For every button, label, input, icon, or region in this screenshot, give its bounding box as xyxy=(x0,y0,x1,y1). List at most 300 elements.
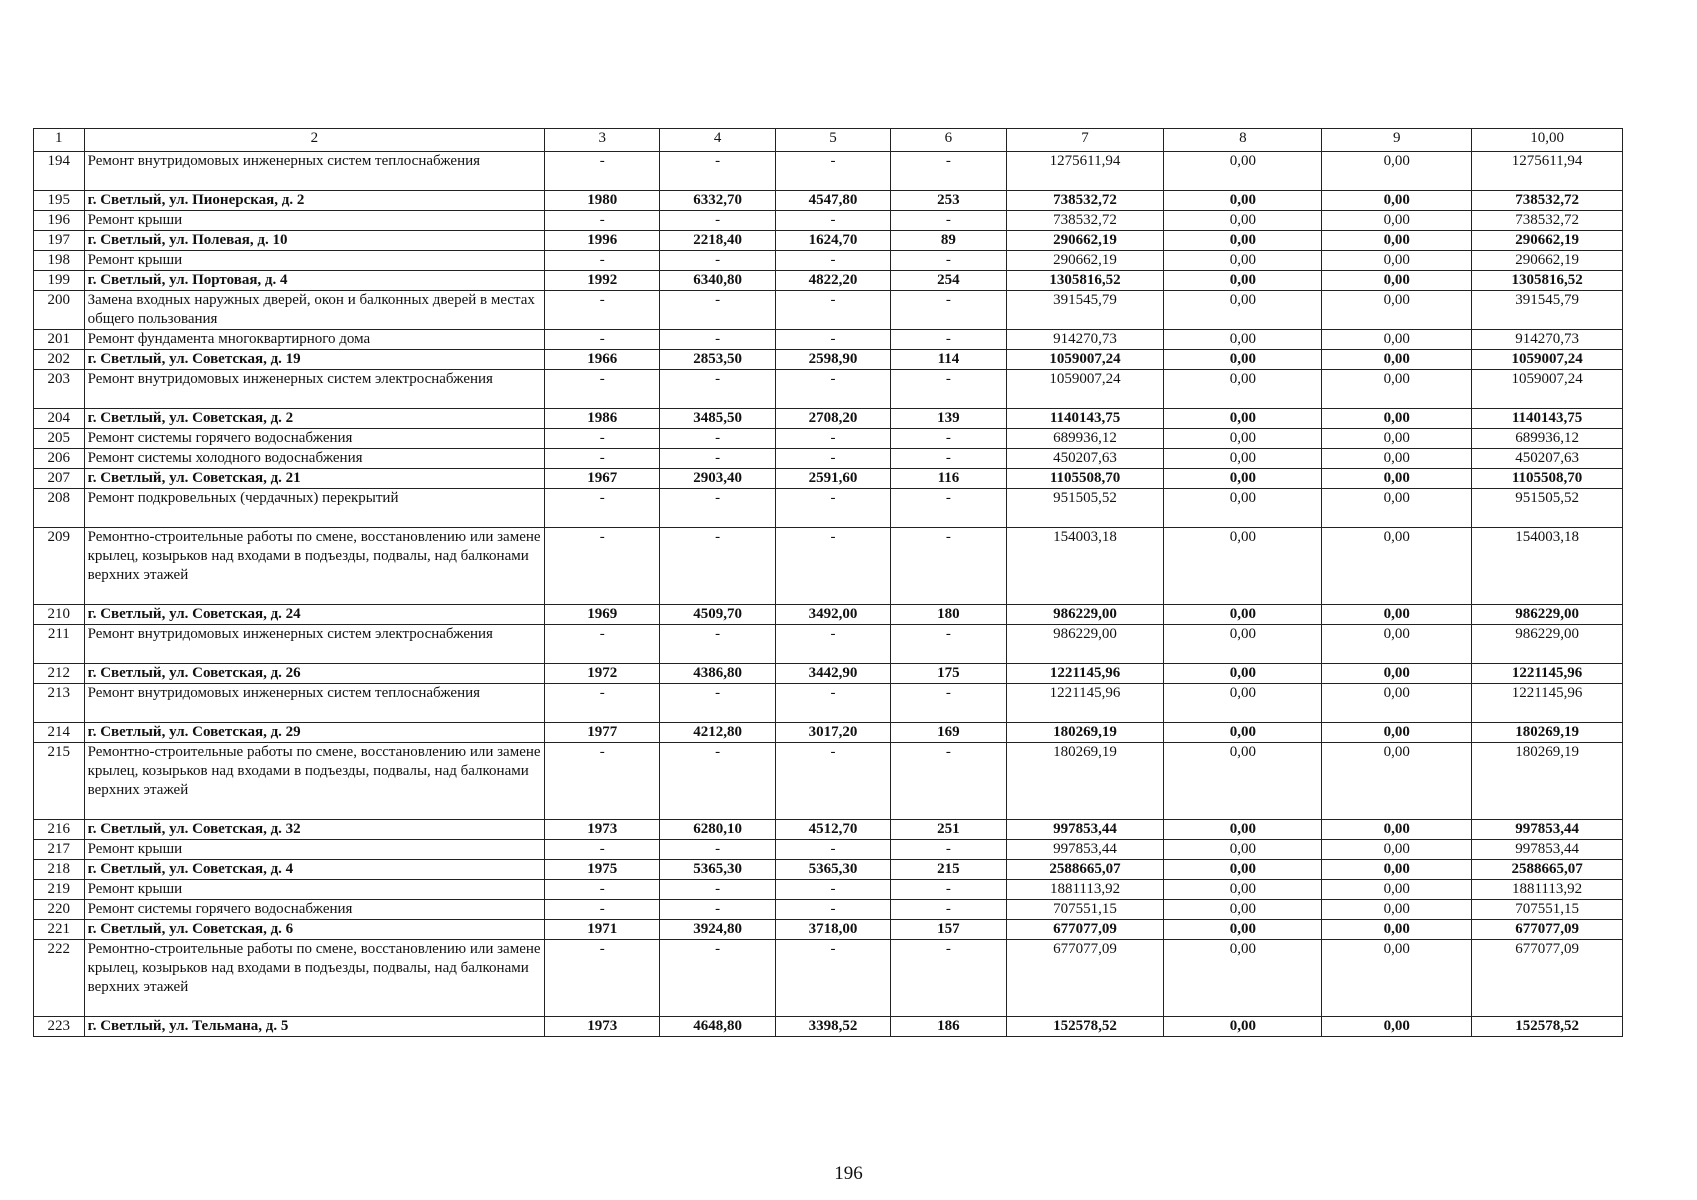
table-row xyxy=(34,820,1623,840)
build-year-cell: - xyxy=(545,900,660,920)
total-cost-cell: 997853,44 xyxy=(1006,840,1164,860)
fund-cost-cell: 0,00 xyxy=(1164,840,1322,860)
table-row xyxy=(34,723,1623,743)
residents-cell: - xyxy=(891,489,1006,528)
residents-cell: 169 xyxy=(891,723,1006,743)
total-area-cell: 6340,80 xyxy=(660,271,775,291)
row-number-cell: 197 xyxy=(34,231,85,251)
total-area-cell: - xyxy=(660,900,775,920)
residents-cell: 186 xyxy=(891,1017,1006,1037)
row-number-cell: 214 xyxy=(34,723,85,743)
repair-program-table xyxy=(33,128,1623,1037)
table-row xyxy=(34,370,1623,409)
row-number-cell: 204 xyxy=(34,409,85,429)
row-name-cell: Ремонт внутридомовых инженерных систем электроснабжения xyxy=(84,370,545,409)
living-area-cell: - xyxy=(775,528,890,605)
total-cost-cell: 1105508,70 xyxy=(1006,469,1164,489)
owners-cost-cell: 738532,72 xyxy=(1472,191,1623,211)
owners-cost-cell: 1059007,24 xyxy=(1472,370,1623,409)
budget-cost-cell: 0,00 xyxy=(1322,330,1472,350)
table-row xyxy=(34,271,1623,291)
budget-cost-cell: 0,00 xyxy=(1322,350,1472,370)
table-row xyxy=(34,449,1623,469)
total-area-cell: - xyxy=(660,370,775,409)
living-area-cell: - xyxy=(775,152,890,191)
owners-cost-cell: 677077,09 xyxy=(1472,920,1623,940)
total-area-cell: - xyxy=(660,625,775,664)
budget-cost-cell: 0,00 xyxy=(1322,489,1472,528)
build-year-cell: 1969 xyxy=(545,605,660,625)
total-area-cell: - xyxy=(660,684,775,723)
row-name-cell: Ремонт крыши xyxy=(84,840,545,860)
owners-cost-cell: 2588665,07 xyxy=(1472,860,1623,880)
row-name-cell: Ремонтно-строительные работы по смене, восстановлению или замене крылец, козырьков над входами в подъезды, подвалы, над балконами верхних этажей xyxy=(84,940,545,1017)
build-year-cell: 1966 xyxy=(545,350,660,370)
owners-cost-cell: 738532,72 xyxy=(1472,211,1623,231)
column-number-header-row xyxy=(34,129,1623,152)
table-row xyxy=(34,625,1623,664)
budget-cost-cell: 0,00 xyxy=(1322,211,1472,231)
living-area-cell: 2598,90 xyxy=(775,350,890,370)
total-cost-cell: 1275611,94 xyxy=(1006,152,1164,191)
budget-cost-cell: 0,00 xyxy=(1322,940,1472,1017)
row-name-cell: Ремонт крыши xyxy=(84,880,545,900)
fund-cost-cell: 0,00 xyxy=(1164,449,1322,469)
living-area-cell: - xyxy=(775,900,890,920)
table-row xyxy=(34,684,1623,723)
row-number-cell: 202 xyxy=(34,350,85,370)
header-cell: 6 xyxy=(891,129,1006,152)
residents-cell: - xyxy=(891,743,1006,820)
table-row xyxy=(34,1017,1623,1037)
fund-cost-cell: 0,00 xyxy=(1164,330,1322,350)
row-number-cell: 219 xyxy=(34,880,85,900)
header-cell: 3 xyxy=(545,129,660,152)
total-cost-cell: 180269,19 xyxy=(1006,723,1164,743)
total-cost-cell: 1059007,24 xyxy=(1006,370,1164,409)
fund-cost-cell: 0,00 xyxy=(1164,251,1322,271)
owners-cost-cell: 1059007,24 xyxy=(1472,350,1623,370)
owners-cost-cell: 180269,19 xyxy=(1472,723,1623,743)
build-year-cell: - xyxy=(545,625,660,664)
total-cost-cell: 677077,09 xyxy=(1006,920,1164,940)
owners-cost-cell: 689936,12 xyxy=(1472,429,1623,449)
fund-cost-cell: 0,00 xyxy=(1164,1017,1322,1037)
row-name-cell: Ремонт внутридомовых инженерных систем теплоснабжения xyxy=(84,684,545,723)
total-area-cell: - xyxy=(660,251,775,271)
owners-cost-cell: 180269,19 xyxy=(1472,743,1623,820)
table-row xyxy=(34,860,1623,880)
owners-cost-cell: 707551,15 xyxy=(1472,900,1623,920)
row-number-cell: 222 xyxy=(34,940,85,1017)
fund-cost-cell: 0,00 xyxy=(1164,271,1322,291)
residents-cell: - xyxy=(891,449,1006,469)
row-name-cell: Ремонтно-строительные работы по смене, восстановлению или замене крылец, козырьков над входами в подъезды, подвалы, над балконами верхних этажей xyxy=(84,528,545,605)
residents-cell: - xyxy=(891,684,1006,723)
total-area-cell: 4386,80 xyxy=(660,664,775,684)
owners-cost-cell: 1275611,94 xyxy=(1472,152,1623,191)
table-row xyxy=(34,840,1623,860)
build-year-cell: - xyxy=(545,370,660,409)
total-area-cell: - xyxy=(660,291,775,330)
total-area-cell: - xyxy=(660,211,775,231)
fund-cost-cell: 0,00 xyxy=(1164,940,1322,1017)
build-year-cell: - xyxy=(545,940,660,1017)
owners-cost-cell: 986229,00 xyxy=(1472,625,1623,664)
row-number-cell: 223 xyxy=(34,1017,85,1037)
residents-cell: - xyxy=(891,291,1006,330)
budget-cost-cell: 0,00 xyxy=(1322,605,1472,625)
row-number-cell: 195 xyxy=(34,191,85,211)
build-year-cell: - xyxy=(545,840,660,860)
living-area-cell: 2591,60 xyxy=(775,469,890,489)
row-name-cell: г. Светлый, ул. Советская, д. 19 xyxy=(84,350,545,370)
row-name-cell: Ремонт крыши xyxy=(84,251,545,271)
owners-cost-cell: 152578,52 xyxy=(1472,1017,1623,1037)
total-cost-cell: 391545,79 xyxy=(1006,291,1164,330)
budget-cost-cell: 0,00 xyxy=(1322,1017,1472,1037)
owners-cost-cell: 1140143,75 xyxy=(1472,409,1623,429)
row-number-cell: 203 xyxy=(34,370,85,409)
build-year-cell: 1992 xyxy=(545,271,660,291)
build-year-cell: 1972 xyxy=(545,664,660,684)
table-row xyxy=(34,880,1623,900)
row-number-cell: 221 xyxy=(34,920,85,940)
living-area-cell: - xyxy=(775,880,890,900)
build-year-cell: - xyxy=(545,291,660,330)
owners-cost-cell: 1221145,96 xyxy=(1472,684,1623,723)
total-cost-cell: 986229,00 xyxy=(1006,605,1164,625)
header-cell: 5 xyxy=(775,129,890,152)
total-area-cell: 4648,80 xyxy=(660,1017,775,1037)
row-number-cell: 216 xyxy=(34,820,85,840)
living-area-cell: - xyxy=(775,449,890,469)
row-number-cell: 220 xyxy=(34,900,85,920)
living-area-cell: - xyxy=(775,743,890,820)
fund-cost-cell: 0,00 xyxy=(1164,409,1322,429)
residents-cell: - xyxy=(891,840,1006,860)
build-year-cell: - xyxy=(545,251,660,271)
residents-cell: - xyxy=(891,940,1006,1017)
row-number-cell: 215 xyxy=(34,743,85,820)
budget-cost-cell: 0,00 xyxy=(1322,820,1472,840)
living-area-cell: 1624,70 xyxy=(775,231,890,251)
row-name-cell: Ремонт внутридомовых инженерных систем теплоснабжения xyxy=(84,152,545,191)
row-name-cell: г. Светлый, ул. Советская, д. 21 xyxy=(84,469,545,489)
row-name-cell: Ремонт подкровельных (чердачных) перекрытий xyxy=(84,489,545,528)
table-row xyxy=(34,489,1623,528)
table-row xyxy=(34,350,1623,370)
table-row xyxy=(34,743,1623,820)
total-cost-cell: 1221145,96 xyxy=(1006,684,1164,723)
owners-cost-cell: 997853,44 xyxy=(1472,840,1623,860)
total-area-cell: 2218,40 xyxy=(660,231,775,251)
row-number-cell: 209 xyxy=(34,528,85,605)
budget-cost-cell: 0,00 xyxy=(1322,860,1472,880)
living-area-cell: - xyxy=(775,291,890,330)
fund-cost-cell: 0,00 xyxy=(1164,684,1322,723)
total-cost-cell: 180269,19 xyxy=(1006,743,1164,820)
total-area-cell: - xyxy=(660,940,775,1017)
total-area-cell: - xyxy=(660,330,775,350)
total-area-cell: 6280,10 xyxy=(660,820,775,840)
budget-cost-cell: 0,00 xyxy=(1322,880,1472,900)
row-number-cell: 200 xyxy=(34,291,85,330)
budget-cost-cell: 0,00 xyxy=(1322,625,1472,664)
table-row xyxy=(34,528,1623,605)
row-name-cell: Ремонт системы горячего водоснабжения xyxy=(84,429,545,449)
total-cost-cell: 914270,73 xyxy=(1006,330,1164,350)
living-area-cell: 3017,20 xyxy=(775,723,890,743)
budget-cost-cell: 0,00 xyxy=(1322,840,1472,860)
budget-cost-cell: 0,00 xyxy=(1322,664,1472,684)
build-year-cell: 1973 xyxy=(545,1017,660,1037)
total-area-cell: - xyxy=(660,840,775,860)
living-area-cell: - xyxy=(775,251,890,271)
total-cost-cell: 986229,00 xyxy=(1006,625,1164,664)
row-name-cell: г. Светлый, ул. Полевая, д. 10 xyxy=(84,231,545,251)
fund-cost-cell: 0,00 xyxy=(1164,350,1322,370)
total-cost-cell: 1221145,96 xyxy=(1006,664,1164,684)
row-name-cell: г. Светлый, ул. Советская, д. 2 xyxy=(84,409,545,429)
total-cost-cell: 738532,72 xyxy=(1006,211,1164,231)
budget-cost-cell: 0,00 xyxy=(1322,900,1472,920)
row-name-cell: г. Светлый, ул. Портовая, д. 4 xyxy=(84,271,545,291)
living-area-cell: 3718,00 xyxy=(775,920,890,940)
row-number-cell: 213 xyxy=(34,684,85,723)
table-row xyxy=(34,231,1623,251)
build-year-cell: - xyxy=(545,152,660,191)
total-area-cell: - xyxy=(660,152,775,191)
budget-cost-cell: 0,00 xyxy=(1322,152,1472,191)
fund-cost-cell: 0,00 xyxy=(1164,723,1322,743)
fund-cost-cell: 0,00 xyxy=(1164,820,1322,840)
row-number-cell: 205 xyxy=(34,429,85,449)
build-year-cell: - xyxy=(545,211,660,231)
total-cost-cell: 1059007,24 xyxy=(1006,350,1164,370)
living-area-cell: - xyxy=(775,211,890,231)
build-year-cell: 1973 xyxy=(545,820,660,840)
total-cost-cell: 997853,44 xyxy=(1006,820,1164,840)
header-cell: 10,00 xyxy=(1472,129,1623,152)
owners-cost-cell: 1305816,52 xyxy=(1472,271,1623,291)
owners-cost-cell: 914270,73 xyxy=(1472,330,1623,350)
living-area-cell: - xyxy=(775,684,890,723)
fund-cost-cell: 0,00 xyxy=(1164,469,1322,489)
row-name-cell: г. Светлый, ул. Пионерская, д. 2 xyxy=(84,191,545,211)
table-row xyxy=(34,330,1623,350)
owners-cost-cell: 154003,18 xyxy=(1472,528,1623,605)
owners-cost-cell: 290662,19 xyxy=(1472,231,1623,251)
row-number-cell: 194 xyxy=(34,152,85,191)
total-area-cell: - xyxy=(660,449,775,469)
total-cost-cell: 689936,12 xyxy=(1006,429,1164,449)
budget-cost-cell: 0,00 xyxy=(1322,528,1472,605)
table-row xyxy=(34,211,1623,231)
residents-cell: - xyxy=(891,900,1006,920)
living-area-cell: 3442,90 xyxy=(775,664,890,684)
living-area-cell: 5365,30 xyxy=(775,860,890,880)
fund-cost-cell: 0,00 xyxy=(1164,370,1322,409)
total-cost-cell: 677077,09 xyxy=(1006,940,1164,1017)
build-year-cell: - xyxy=(545,449,660,469)
table-row xyxy=(34,469,1623,489)
total-area-cell: - xyxy=(660,429,775,449)
owners-cost-cell: 391545,79 xyxy=(1472,291,1623,330)
row-name-cell: Ремонт системы холодного водоснабжения xyxy=(84,449,545,469)
total-cost-cell: 2588665,07 xyxy=(1006,860,1164,880)
table-row xyxy=(34,409,1623,429)
fund-cost-cell: 0,00 xyxy=(1164,152,1322,191)
total-area-cell: - xyxy=(660,880,775,900)
budget-cost-cell: 0,00 xyxy=(1322,469,1472,489)
row-number-cell: 206 xyxy=(34,449,85,469)
residents-cell: - xyxy=(891,251,1006,271)
row-name-cell: г. Светлый, ул. Советская, д. 32 xyxy=(84,820,545,840)
total-cost-cell: 951505,52 xyxy=(1006,489,1164,528)
total-area-cell: - xyxy=(660,743,775,820)
fund-cost-cell: 0,00 xyxy=(1164,191,1322,211)
owners-cost-cell: 1221145,96 xyxy=(1472,664,1623,684)
living-area-cell: - xyxy=(775,489,890,528)
build-year-cell: 1975 xyxy=(545,860,660,880)
row-number-cell: 208 xyxy=(34,489,85,528)
total-cost-cell: 1881113,92 xyxy=(1006,880,1164,900)
living-area-cell: - xyxy=(775,370,890,409)
table-row xyxy=(34,920,1623,940)
budget-cost-cell: 0,00 xyxy=(1322,251,1472,271)
living-area-cell: 3398,52 xyxy=(775,1017,890,1037)
owners-cost-cell: 986229,00 xyxy=(1472,605,1623,625)
budget-cost-cell: 0,00 xyxy=(1322,449,1472,469)
build-year-cell: 1996 xyxy=(545,231,660,251)
residents-cell: 89 xyxy=(891,231,1006,251)
row-number-cell: 212 xyxy=(34,664,85,684)
budget-cost-cell: 0,00 xyxy=(1322,684,1472,723)
header-cell: 4 xyxy=(660,129,775,152)
fund-cost-cell: 0,00 xyxy=(1164,900,1322,920)
owners-cost-cell: 450207,63 xyxy=(1472,449,1623,469)
row-name-cell: Замена входных наружных дверей, окон и балконных дверей в местах общего пользования xyxy=(84,291,545,330)
build-year-cell: 1986 xyxy=(545,409,660,429)
build-year-cell: - xyxy=(545,880,660,900)
residents-cell: 215 xyxy=(891,860,1006,880)
total-area-cell: 4509,70 xyxy=(660,605,775,625)
fund-cost-cell: 0,00 xyxy=(1164,605,1322,625)
header-cell: 7 xyxy=(1006,129,1164,152)
fund-cost-cell: 0,00 xyxy=(1164,743,1322,820)
fund-cost-cell: 0,00 xyxy=(1164,489,1322,528)
residents-cell: - xyxy=(891,528,1006,605)
build-year-cell: 1977 xyxy=(545,723,660,743)
row-number-cell: 211 xyxy=(34,625,85,664)
residents-cell: - xyxy=(891,152,1006,191)
table-row xyxy=(34,152,1623,191)
row-name-cell: Ремонт системы горячего водоснабжения xyxy=(84,900,545,920)
row-number-cell: 198 xyxy=(34,251,85,271)
table-row xyxy=(34,900,1623,920)
residents-cell: - xyxy=(891,330,1006,350)
table-body xyxy=(34,152,1623,1037)
budget-cost-cell: 0,00 xyxy=(1322,271,1472,291)
total-area-cell: - xyxy=(660,489,775,528)
row-number-cell: 207 xyxy=(34,469,85,489)
header-cell: 2 xyxy=(84,129,545,152)
budget-cost-cell: 0,00 xyxy=(1322,291,1472,330)
total-area-cell: 2853,50 xyxy=(660,350,775,370)
fund-cost-cell: 0,00 xyxy=(1164,860,1322,880)
row-name-cell: Ремонт внутридомовых инженерных систем электроснабжения xyxy=(84,625,545,664)
budget-cost-cell: 0,00 xyxy=(1322,409,1472,429)
row-number-cell: 210 xyxy=(34,605,85,625)
living-area-cell: - xyxy=(775,330,890,350)
residents-cell: 114 xyxy=(891,350,1006,370)
total-cost-cell: 154003,18 xyxy=(1006,528,1164,605)
row-number-cell: 199 xyxy=(34,271,85,291)
total-area-cell: 3924,80 xyxy=(660,920,775,940)
owners-cost-cell: 290662,19 xyxy=(1472,251,1623,271)
residents-cell: 253 xyxy=(891,191,1006,211)
header-cell: 9 xyxy=(1322,129,1472,152)
living-area-cell: 4822,20 xyxy=(775,271,890,291)
residents-cell: 157 xyxy=(891,920,1006,940)
living-area-cell: - xyxy=(775,625,890,664)
fund-cost-cell: 0,00 xyxy=(1164,291,1322,330)
fund-cost-cell: 0,00 xyxy=(1164,664,1322,684)
total-cost-cell: 152578,52 xyxy=(1006,1017,1164,1037)
row-name-cell: Ремонт фундамента многоквартирного дома xyxy=(84,330,545,350)
table-row xyxy=(34,605,1623,625)
residents-cell: - xyxy=(891,429,1006,449)
row-number-cell: 218 xyxy=(34,860,85,880)
row-name-cell: г. Светлый, ул. Советская, д. 29 xyxy=(84,723,545,743)
row-name-cell: Ремонт крыши xyxy=(84,211,545,231)
fund-cost-cell: 0,00 xyxy=(1164,211,1322,231)
row-name-cell: г. Светлый, ул. Тельмана, д. 5 xyxy=(84,1017,545,1037)
total-cost-cell: 1305816,52 xyxy=(1006,271,1164,291)
table-row xyxy=(34,191,1623,211)
budget-cost-cell: 0,00 xyxy=(1322,370,1472,409)
total-area-cell: 2903,40 xyxy=(660,469,775,489)
total-area-cell: 6332,70 xyxy=(660,191,775,211)
fund-cost-cell: 0,00 xyxy=(1164,625,1322,664)
header-cell: 8 xyxy=(1164,129,1322,152)
living-area-cell: - xyxy=(775,429,890,449)
budget-cost-cell: 0,00 xyxy=(1322,723,1472,743)
header-cell: 1 xyxy=(34,129,85,152)
build-year-cell: - xyxy=(545,684,660,723)
residents-cell: 254 xyxy=(891,271,1006,291)
living-area-cell: 4512,70 xyxy=(775,820,890,840)
budget-cost-cell: 0,00 xyxy=(1322,920,1472,940)
document-page xyxy=(33,128,1623,1037)
owners-cost-cell: 997853,44 xyxy=(1472,820,1623,840)
total-area-cell: 3485,50 xyxy=(660,409,775,429)
build-year-cell: - xyxy=(545,528,660,605)
budget-cost-cell: 0,00 xyxy=(1322,429,1472,449)
row-name-cell: г. Светлый, ул. Советская, д. 26 xyxy=(84,664,545,684)
living-area-cell: - xyxy=(775,840,890,860)
row-name-cell: г. Светлый, ул. Советская, д. 6 xyxy=(84,920,545,940)
owners-cost-cell: 677077,09 xyxy=(1472,940,1623,1017)
table-row xyxy=(34,429,1623,449)
total-area-cell: - xyxy=(660,528,775,605)
build-year-cell: 1980 xyxy=(545,191,660,211)
residents-cell: 180 xyxy=(891,605,1006,625)
build-year-cell: - xyxy=(545,429,660,449)
total-area-cell: 4212,80 xyxy=(660,723,775,743)
living-area-cell: 2708,20 xyxy=(775,409,890,429)
